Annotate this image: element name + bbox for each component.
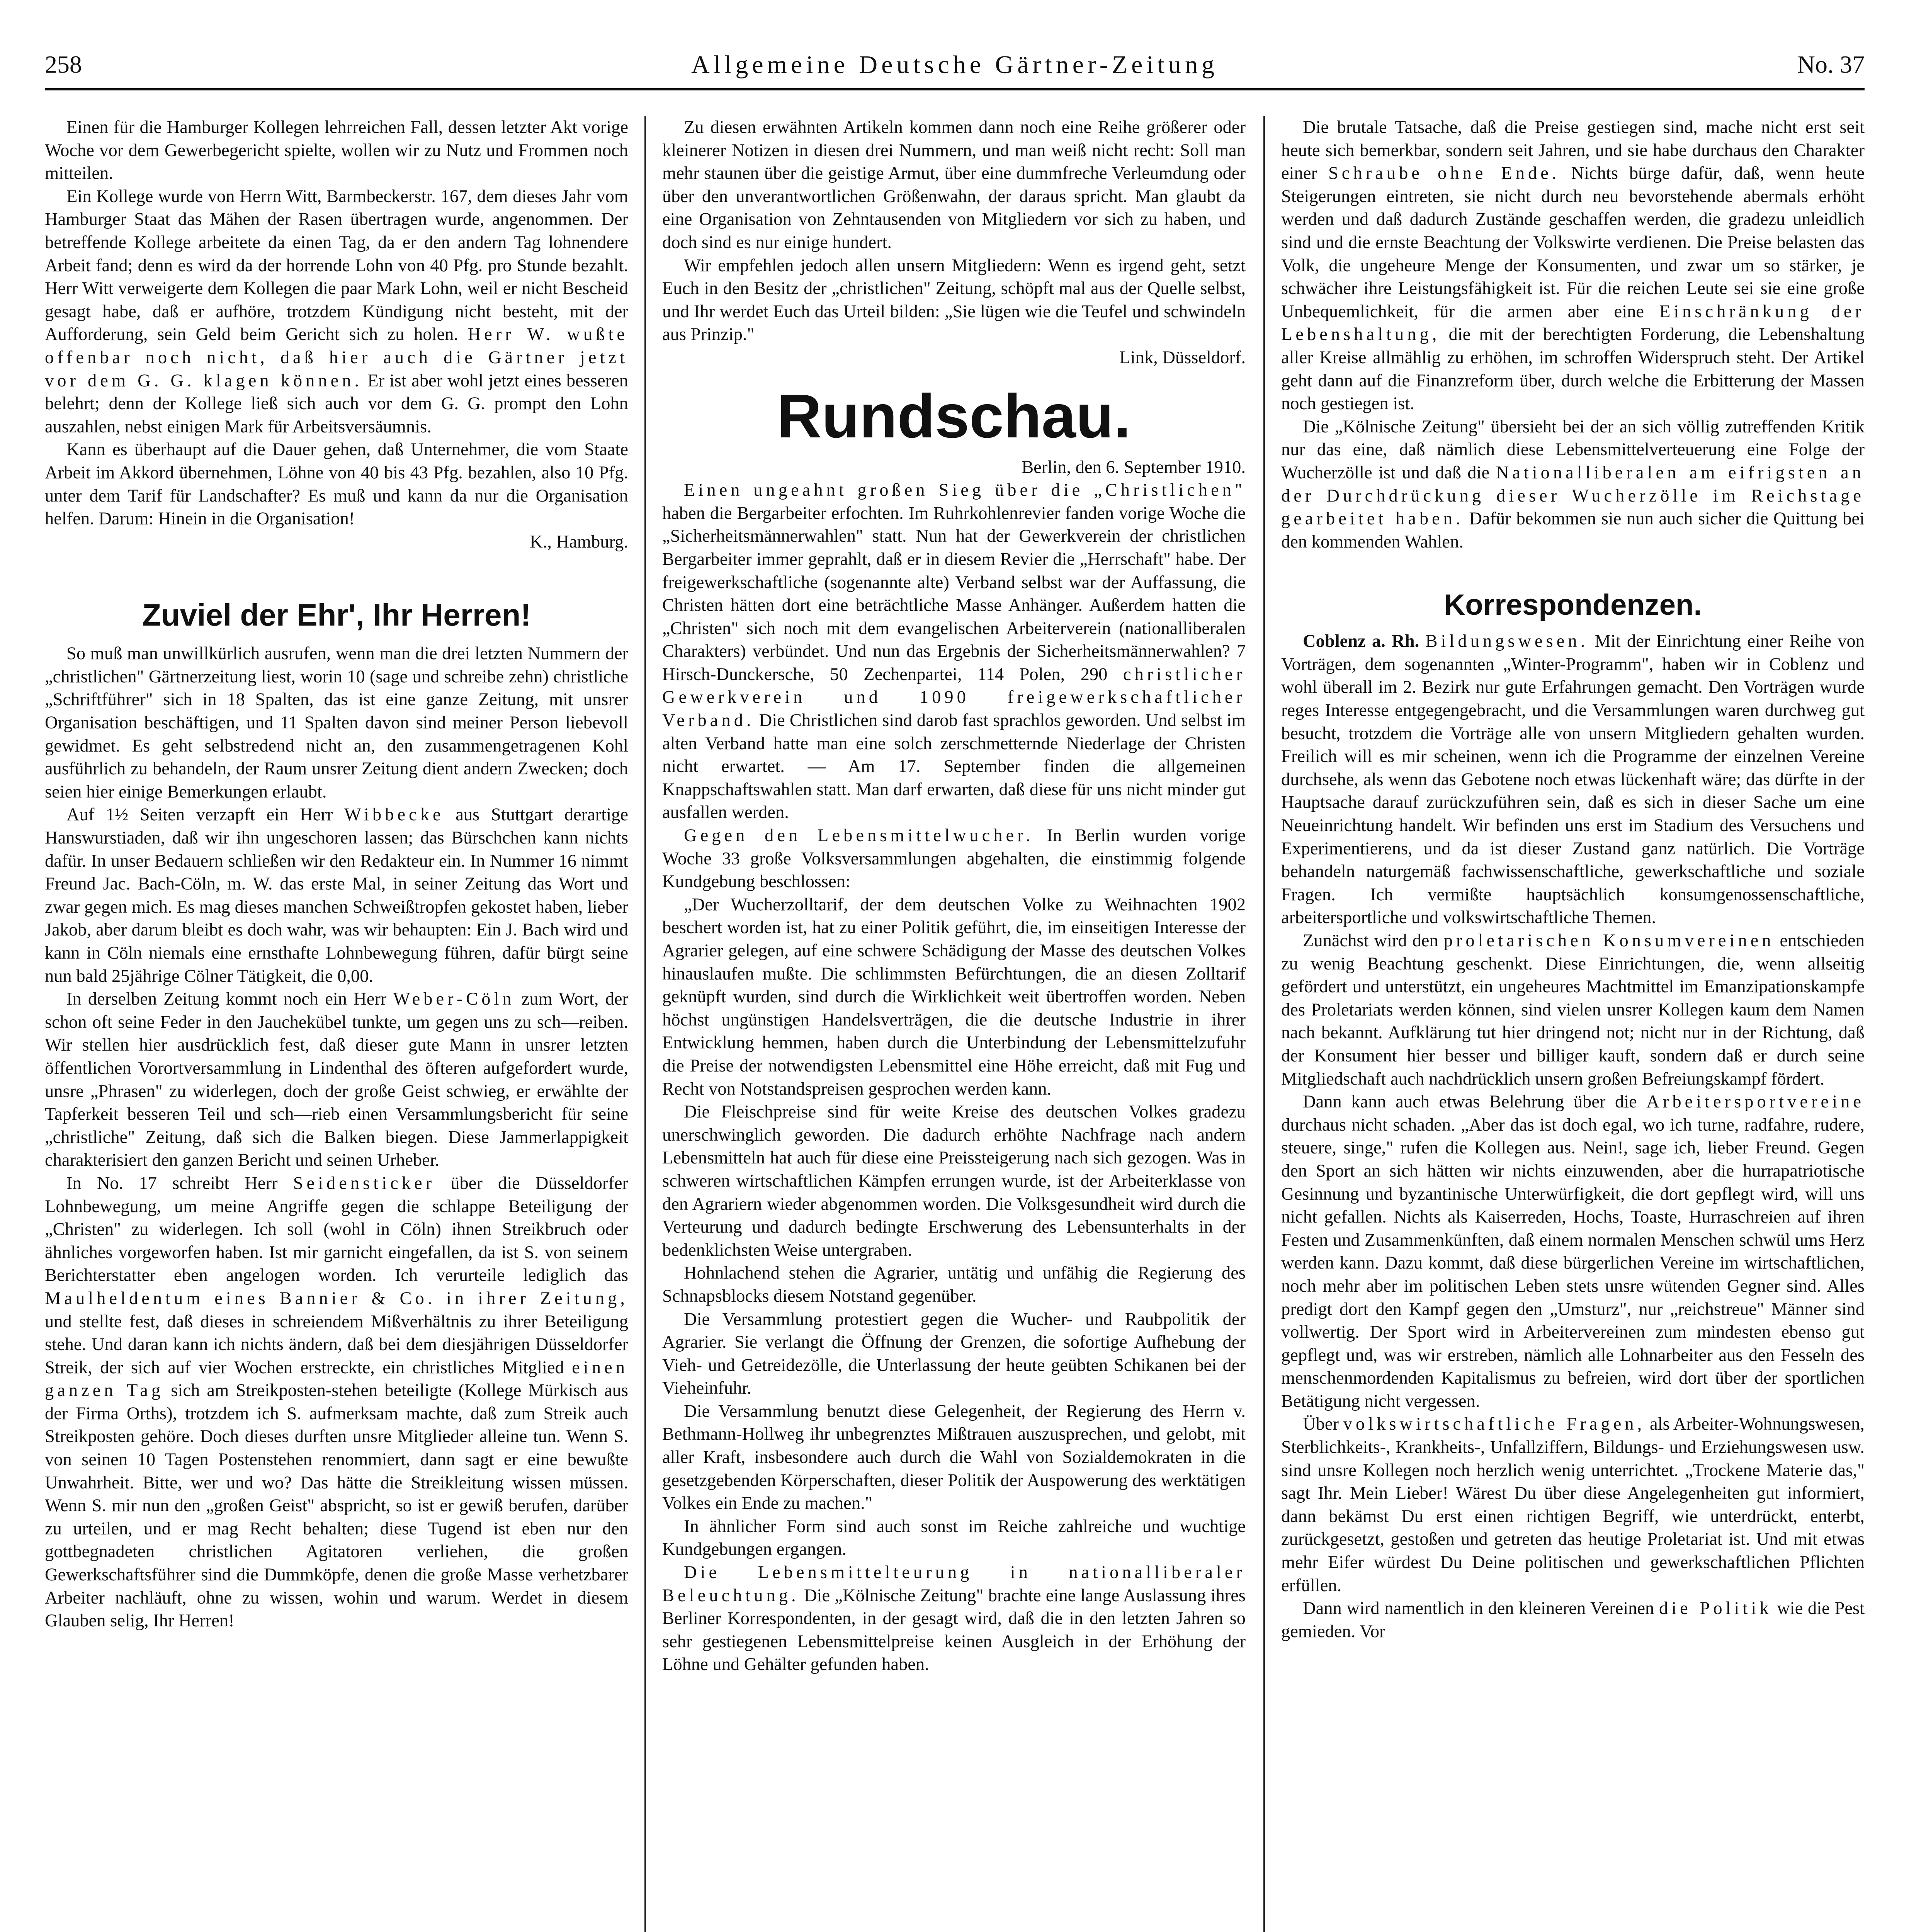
paragraph: Zunächst wird den proletarischen Konsumvereinen entschieden zu wenig Beachtung geschenkt. Diese Einrichtungen, die, wenn allseitig gefördert und unterstützt, ein ungeheures Machtmittel im Emanzipationskampfe des Proletariats werden können, sind vielen unsrer Kollegen kaum dem Namen nach bekannt. Aufklärung tut hier dringend not; nicht nur in der Richtung, daß der Konsument hier besser und billiger kauft, sondern daß er durch seine Mitgliedschaft auch nachdrücklich unsern großen Befreiungskampf fördert. xyxy=(1281,931,1865,1089)
paragraph: Die brutale Tatsache, daß die Preise gestiegen sind, mache nicht erst seit heute sich bemerkbar, sondern seit Jahren, und sie habe durchaus den Charakter einer Schraube ohne Ende. Nichts bürge dafür, daß, wenn heute Steigerungen eintreten, sie nicht durch neu bevorstehende abermals erhöht werden und daß dadurch Zustände geschaffen werden, die gradezu unleidlich sind und die ernste Beachtung der Volkswirte verdienen. Die Preise belasten das Volk, die ungeheure Menge der Konsumenten, und zwar um so stärker, je schwächer ihre Leistungsfähigkeit ist. Für die reichen Leute sei sie eine große Unbequemlichkeit, für die armen aber eine Einschränkung der Lebenshaltung, die mit der berechtigten Forderung, die Lebenshaltung aller Kreise allmählig zu erhöhen, im schroffen Widerspruch steht. Der Artikel geht dann auf die Finanzreform über, durch welche die Erbitterung der Massen noch gestiegen ist. xyxy=(1281,117,1865,414)
paragraph: Die Fleischpreise sind für weite Kreise des deutschen Volkes gradezu unerschwinglich geworden. Die dadurch erhöhte Nachfrage nach andern Lebensmitteln hat auch für diese eine Preissteigerung nach sich gezogen. Was in schweren wirtschaftlichen Kämpfen errungen wurde, ist der Arbeiterklasse von den Agrariern wieder abgenommen worden. Die Volksgesundheit wird durch die Verteurung und dadurch bedingte Erschwerung des Lebensunterhalts in der bedenklichsten Weise untergraben. xyxy=(662,1102,1246,1260)
paragraph: Die Versammlung benutzt diese Gelegenheit, der Regierung des Herrn v. Bethmann-Hollweg ihr unbegrenztes Mißtrauen auszusprechen, und gelobt, mit aller Kraft, insbesondere auch durch die Wahl von Sozialdemokraten in die gesetzgebenden Körperschaften, dieser Politik der Auspowerung des werktätigen Volkes ein Ende zu machen." xyxy=(662,1401,1246,1514)
section-heading: Korrespondenzen. xyxy=(1444,588,1702,622)
section-heading: Rundschau. xyxy=(777,381,1131,451)
paragraph: So muß man unwillkürlich ausrufen, wenn man die drei letzten Nummern der „christlichen" Gärtnerzeitung liest, worin 10 (sage und schreibe zehn) christliche „Schriftführer" sich in 18 Spalten, das ist eine ganze Zeitung, mit unsrer Organisation beschäftigen, und 11 Spalten davon sind meiner Person liebevoll gewidmet. Es geht selbstredend nicht an, den zusammengetragenen Kohl ausführlich zu behandeln, der Raum unsrer Zeitung dient andern Zwecken; doch seien hier einige Bemerkungen erlaubt. xyxy=(45,644,628,802)
paragraph: In derselben Zeitung kommt noch ein Herr Weber-Cöln zum Wort, der schon oft seine Feder in den Jauchekübel tunkte, um gegen uns zu sch—reiben. Wir stellen hier ausdrücklich fest, daß dieser gute Mann in unsrer letzten öffentlichen Vorortversammlung in Lindenthal des öfteren aufgefordert wurde, unsre „Phrasen" zu widerlegen, doch der große Geist schwieg, er erwählte der Tapferkeit besseren Teil und sch—rieb einen Versammlungsbericht für seine „christliche" Zeitung, daß sich die Balken biegen. Diese Jammerlappigkeit charakterisiert den ganzen Bericht und seinen Urheber. xyxy=(45,989,628,1170)
paragraph: In ähnlicher Form sind auch sonst im Reiche zahlreiche und wuchtige Kundgebungen ergangen. xyxy=(662,1516,1246,1560)
paragraph: Über volkswirtschaftliche Fragen, als Arbeiter-Wohnungswesen, Sterblichkeits-, Krankheits-, Unfallziffern, Bildungs- und Erziehungswesen usw. sind unsre Kollegen noch herzlich wenig unterrichtet. „Trockene Materie das," sagt Ihr. Mein Lieber! Wärest Du über diese Angelegenheiten gut informiert, dann bekämst Du erst einen richtigen Begriff, wie unterdrückt, enterbt, zurückgesetzt, gestoßen und getreten das heutige Proletariat ist. Und mit etwas mehr Eifer würdest Du Deine politischen und gewerkschaftlichen Pflichten erfüllen. xyxy=(1281,1414,1865,1595)
paragraph: Gegen den Lebensmittelwucher. In Berlin wurden vorige Woche 33 große Volksversammlungen abgehalten, die einstimmig folgende Kundgebung beschlossen: xyxy=(662,826,1246,892)
issue-number: No. 37 xyxy=(1797,51,1865,78)
paragraph: Einen ungeahnt großen Sieg über die „Christlichen" haben die Bergarbeiter erfochten. Im Ruhrkohlenrevier fanden vorige Woche die „Sicherheitsmännerwahlen" statt. Nun hat der Gewerkverein der christlichen Bergarbeiter immer geprahlt, daß er in diesem Revier die „Herrschaft" habe. Der freigewerkschaftliche (sogenannte alte) Verband selbst war der Auffassung, die Christen hätten dort eine beträchtliche Masse Anhänger. Außerdem hatten die „Christen" sich noch mit dem evangelischen Arbeiterverein (nationalliberalen Charakters) verbündet. Und nun das Ergebnis der Sicherheitsmännerwahlen? 7 Hirsch-Dunckersche, 50 Zechenpartei, 114 Polen, 290 christlicher Gewerkverein und 1090 freigewerkschaftlicher Verband. Die Christlichen sind darob fast sprachlos geworden. Und selbst im alten Verband hatte man eine solch zerschmetternde Niederlage der Christen nicht erwartet. — Am 17. September finden die allgemeinen Knappschaftswahlen statt. Man darf erwarten, daß diese für uns nicht minder gut ausfallen werden. xyxy=(662,480,1246,823)
column-rule xyxy=(644,116,646,1932)
article-heading: Zuviel der Ehr', Ihr Herren! xyxy=(142,598,531,633)
paragraph: Coblenz a. Rh. Bildungswesen. Mit der Einrichtung einer Reihe von Vorträgen, dem sogenannten „Winter-Programm", haben wir in Coblenz und wohl überall im 2. Bezirk nur gute Erfahrungen gemacht. Den Vorträgen wurde reges Interesse entgegengebracht, und die Versammlungen waren durchweg gut besucht, trotzdem die Vorträge alle von unsern Mitgliedern gehalten wurden. Freilich will es mir scheinen, wenn ich die Programme der einzelnen Vereine durchsehe, als wenn das Gebotene noch etwas lückenhaft wäre; das dürfte in der Hauptsache darauf zurückzuführen sein, daß es sich in dieser Sache um eine Neueinrichtung handelt. Wir befinden uns erst im Stadium des Versuchens und Experimentierens, und da ist dieser Zustand ganz natürlich. Die Vorträge behandeln naturgemäß fachwissenschaftliche, gewerkschaftliche und soziale Fragen. Ich vermißte hauptsächlich konsumgenossenschaftliche, arbeitersportliche und volkswirtschaftliche Themen. xyxy=(1281,631,1865,928)
place-name: Coblenz a. Rh. xyxy=(1303,631,1419,651)
paragraph: Kann es überhaupt auf die Dauer gehen, daß Unternehmer, die vom Staate Arbeit im Akkord übernehmen, Löhne von 40 bis 43 Pfg. bezahlen, also 10 Pfg. unter dem Tarif für Landschafter? Es muß und kann da nur die Organisation helfen. Darum: Hinein in die Organisation! xyxy=(45,440,628,529)
paragraph: In No. 17 schreibt Herr Seidensticker über die Düsseldorfer Lohnbewegung, um meine Angriffe gegen die schlappe Beteiligung der „Christen" zu widerlegen. Ich soll (wohl in Cöln) ihnen Streikbruch oder ähnliches vorgeworfen haben. Ist mir garnicht eingefallen, da ist S. von seinem Berichterstatter eben angelogen worden. Ich verurteile lediglich das Maulheldentum eines Bannier & Co. in ihrer Zeitung, und stellte fest, daß dieses in schreiendem Mißverhältnis zu ihrer Beteiligung stehe. Und daran kann ich nichts ändern, daß bei dem diesjährigen Düsseldorfer Streik, der sich auf vier Wochen erstreckte, ein christliches Mitglied einen ganzen Tag sich am Streikposten-stehen beteiligte (Kollege Mürkisch aus der Firma Orths), trotzdem ich S. aufmerksam machte, daß zum Streik auch Streikposten gehöre. Doch dieses durften unsre Mitglieder alleine tun. Wenn S. von seinen 10 Tagen Postenstehen renommiert, dann sagt er eine bewußte Unwahrheit. Bitte, wer und wo? Das hätte die Streikleitung wissen müssen. Wenn S. mir nun den „großen Geist" abspricht, so ist er gewiß berufen, darüber zu urteilen, und er mag Recht behalten; diese Tugend ist eben nur den gottbegnadeten christlichen Agitatoren verliehen, die großen Gewerkschaftsführer sind die Dummköpfe, denen die große Masse verhetzbarer Arbeiter nachläuft, ohne zu wissen, wohin und warum. Werdet in diesem Glauben selig, Ihr Herren! xyxy=(45,1173,628,1631)
signature: K., Hamburg. xyxy=(530,532,628,552)
journal-title: Allgemeine Deutsche Gärtner-Zeitung xyxy=(691,51,1218,79)
paragraph: Hohnlachend stehen die Agrarier, untätig und unfähig die Regierung des Schnapsblocks diesem Notstand gegenüber. xyxy=(662,1263,1246,1306)
dateline: Berlin, den 6. September 1910. xyxy=(1022,457,1246,477)
paragraph: Dann wird namentlich in den kleineren Vereinen die Politik wie die Pest gemieden. Vor xyxy=(1281,1599,1865,1641)
paragraph: Zu diesen erwähnten Artikeln kommen dann noch eine Reihe größerer oder kleinerer Notizen in diesen drei Nummern, und man weiß nicht recht: Soll man mehr staunen über die geistige Armut, über eine dummfreche Verleumdung oder über den unverantwortlichen Größenwahn, der daraus spricht. Man glaubt da eine Organisation von Zehntausenden von Mitgliedern vor sich zu haben, und doch sind es nur einige hundert. xyxy=(662,117,1246,252)
column-1 xyxy=(45,116,628,1932)
paragraph: Die „Kölnische Zeitung" übersieht bei der an sich völlig zutreffenden Kritik nur das eine, daß nämlich diese Lebensmittelverteuerung eine Folge der Wucherzölle ist und daß die Nationalliberalen am eifrigsten an der Durchdrückung dieser Wucherzölle im Reichstage gearbeitet haben. Dafür bekommen sie nun auch sicher die Quittung bei den kommenden Wahlen. xyxy=(1281,417,1865,552)
signature: Link, Düsseldorf. xyxy=(1119,347,1246,367)
paragraph: „Der Wucherzolltarif, der dem deutschen Volke zu Weihnachten 1902 beschert worden ist, hat zu einer Politik geführt, die, im einseitigen Interesse der Agrarier gelegen, auf eine schwere Schädigung der Masse des deutschen Volkes hinauslaufen mußte. Die schlimmsten Befürchtungen, die an diesen Zolltarif geknüpft wurden, sind durch die Wirklichkeit weit übertroffen worden. Neben höchst ungünstigen Handelsverträgen, die die deutsche Industrie in ihrer Entwicklung hemmen, haben durch die Unterbindung der Lebensmittelzufuhr die Preise der notwendigsten Lebensmittel eine Höhe erreicht, daß mit Fug und Recht von Notstandspreisen gesprochen werden kann. xyxy=(662,895,1246,1099)
column-2 xyxy=(662,116,1246,1932)
paragraph: Wir empfehlen jedoch allen unsern Mitgliedern: Wenn es irgend geht, setzt Euch in den Besitz der „christlichen" Zeitung, schöpft mal aus der Quelle selbst, und Ihr werdet Euch das Urteil bilden: „Sie lügen wie die Teufel und schwindeln aus Prinzip." xyxy=(662,255,1246,345)
paragraph: Die Lebensmittelteurung in nationalliberaler Beleuchtung. Die „Kölnische Zeitung" brachte eine lange Auslassung ihres Berliner Korrespondenten, in der gesagt wird, daß die in den letzten Jahren so sehr gestiegenen Lebensmittelpreise keinen Ausgleich in der Erhöhung der Löhne und Gehälter gefunden haben. xyxy=(662,1563,1246,1675)
paragraph: Dann kann auch etwas Belehrung über die Arbeitersportvereine durchaus nicht schaden. „Aber das ist doch egal, wo ich turne, radfahre, rudere, steuere, singe," rufen die Kollegen aus. Nein!, sage ich, lieber Freund. Gegen den Sport an sich hätten wir nichts einzuwenden, aber die hurrapatriotische Gesinnung und byzantinische Unterwürfigkeit, die dort gepflegt wird, will uns nicht gefallen. Nichts als Kaiserreden, Hochs, Toaste, Hurraschreien auf ihren Festen und Zusammenkünften, daß einem normalen Menschen schwül ums Herz werden kann. Dazu kommt, daß diese bürgerlichen Vereine im wirtschaftlichen, noch mehr aber im politischen Leben stets unsre wütenden Gegner sind. Alles predigt dort den Kampf gegen den „Umsturz", nur „reichstreue" Männer sind vollwertig. Der Sport wird in Arbeitervereinen zum mindesten ebenso gut gepflegt und, was wir erstreben, nämlich alle Lohnarbeiter aus den Fesseln des menschenmordenden Kapitalismus zu befreien, wird dort über der sportlichen Betätigung nicht vergessen. xyxy=(1281,1092,1865,1411)
paragraph: Die Versammlung protestiert gegen die Wucher- und Raubpolitik der Agrarier. Sie verlangt die Öffnung der Grenzen, die sofortige Aufhebung der Vieh- und Getreidezölle, die Unterlassung der heute geübten Schikanen bei der Vieheinfuhr. xyxy=(662,1309,1246,1398)
page-number: 258 xyxy=(45,51,82,78)
page-header xyxy=(45,46,1865,90)
paragraph: Auf 1½ Seiten verzapft ein Herr Wibbecke aus Stuttgart derartige Hanswurstiaden, daß wir ihn ungeschoren lassen; das Bürschchen kann nichts dafür. In unser Bedauern schließen wir den Redakteur ein. In Nummer 16 nimmt Freund Jac. Bach-Cöln, m. W. das erste Mal, in seiner Zeitung das Wort und zwar gegen mich. Es mag dieses manchen Schweißtropfen gekostet haben, lieber Jakob, aber darum bleibt es doch wahr, was wir behaupten: Ein J. Bach wird und kann in Cöln niemals eine ernsthafte Lohnbewegung führen, dafür bürgt seine nun bald 25jährige Cölner Tätigkeit, die 0,00. xyxy=(45,805,628,986)
column-rule xyxy=(1263,116,1265,1932)
paragraph: Einen für die Hamburger Kollegen lehrreichen Fall, dessen letzter Akt vorige Woche vor dem Gewerbegericht spielte, wollen wir zu Nutz und Frommen noch mitteilen. xyxy=(45,117,628,184)
column-3 xyxy=(1281,116,1865,1932)
paragraph: Ein Kollege wurde von Herrn Witt, Barmbeckerstr. 167, dem dieses Jahr vom Hamburger Staat das Mähen der Rasen übertragen wurde, angenommen. Der betreffende Kollege arbeitete da einen Tag, da er den andern Tag lohnendere Arbeit fand; denn es wird da der horrende Lohn von 40 Pfg. pro Stunde bezahlt. Herr Witt verweigerte dem Kollegen die paar Mark Lohn, weil er nicht Bescheid gesagt habe, daß er aufhöre, trotzdem Kündigung nicht besteht, mit der Aufforderung, sein Geld beim Gericht sich zu holen. Herr W. wußte offenbar noch nicht, daß hier auch die Gärtner jetzt vor dem G. G. klagen können. Er ist aber wohl jetzt eines besseren belehrt; denn der Kollege ließ sich auch vor dem G. G. prompt den Lohn auszahlen, nebst einigen Mark für Arbeitsversäumnis. xyxy=(45,186,628,437)
